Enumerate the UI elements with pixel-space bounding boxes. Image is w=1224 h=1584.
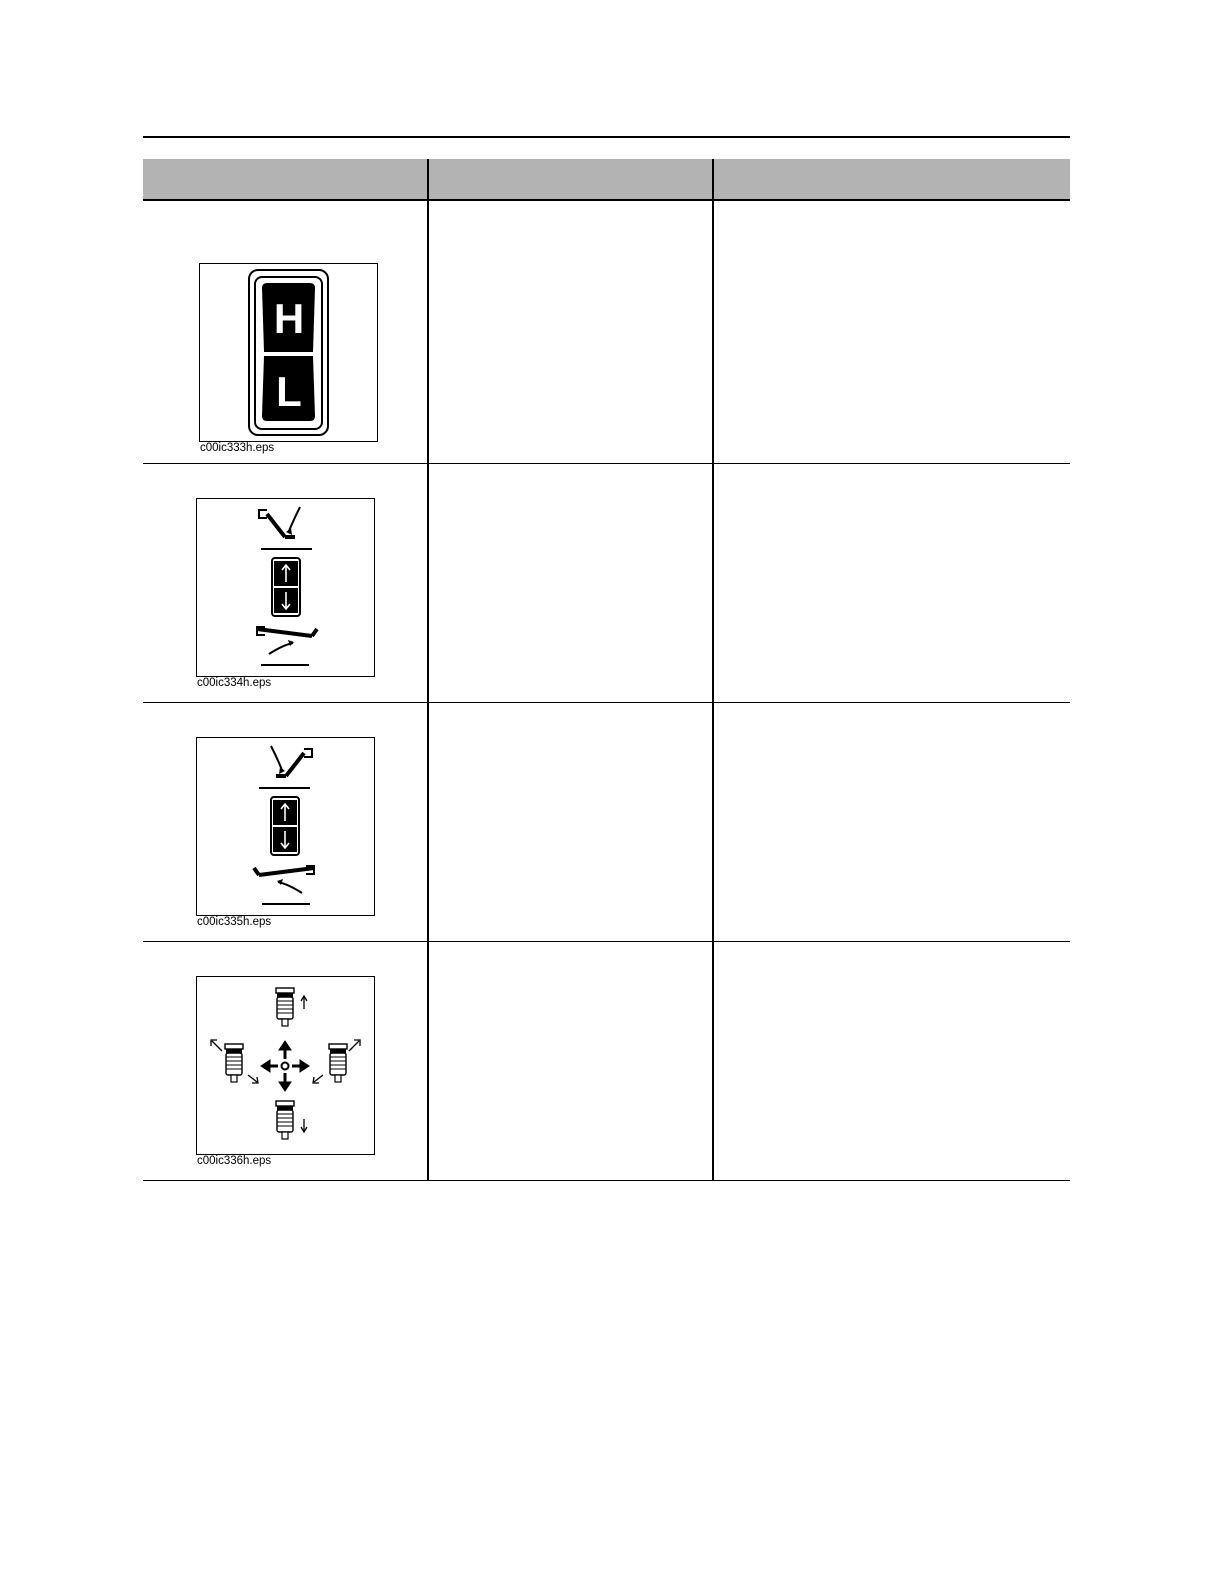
description-cell (428, 941, 713, 1180)
function-cell (713, 702, 1070, 941)
low-label: L (276, 368, 302, 415)
boom-lift-switch-icon (196, 498, 375, 677)
table-row (143, 941, 1070, 1180)
header-cell-function (713, 159, 1070, 200)
symbol-table (143, 159, 1070, 1181)
top-rule (143, 136, 1070, 138)
symbol-cell (143, 941, 428, 1180)
header-cell-symbol (143, 159, 428, 200)
symbol-cell (143, 702, 428, 941)
function-cell (713, 941, 1070, 1180)
high-label: H (273, 295, 305, 342)
symbol-cell (143, 463, 428, 702)
table-header-row (143, 159, 1070, 200)
boom-lift-switch-mirrored-icon (196, 737, 375, 916)
high-low-speed-switch-icon (199, 263, 378, 442)
function-cell (713, 200, 1070, 463)
table-row (143, 702, 1070, 941)
figure-caption: c00ic336h.eps (197, 1154, 272, 1167)
symbol-cell (143, 200, 428, 463)
figure-caption: c00ic334h.eps (197, 676, 272, 689)
figure-caption: c00ic335h.eps (197, 915, 272, 928)
description-cell (428, 200, 713, 463)
joystick-steering-directions-icon (196, 976, 375, 1155)
table-row (143, 463, 1070, 702)
function-cell (713, 463, 1070, 702)
description-cell (428, 463, 713, 702)
figure-caption: c00ic333h.eps (200, 442, 275, 454)
table-row (143, 200, 1070, 463)
description-cell (428, 702, 713, 941)
header-cell-description (428, 159, 713, 200)
